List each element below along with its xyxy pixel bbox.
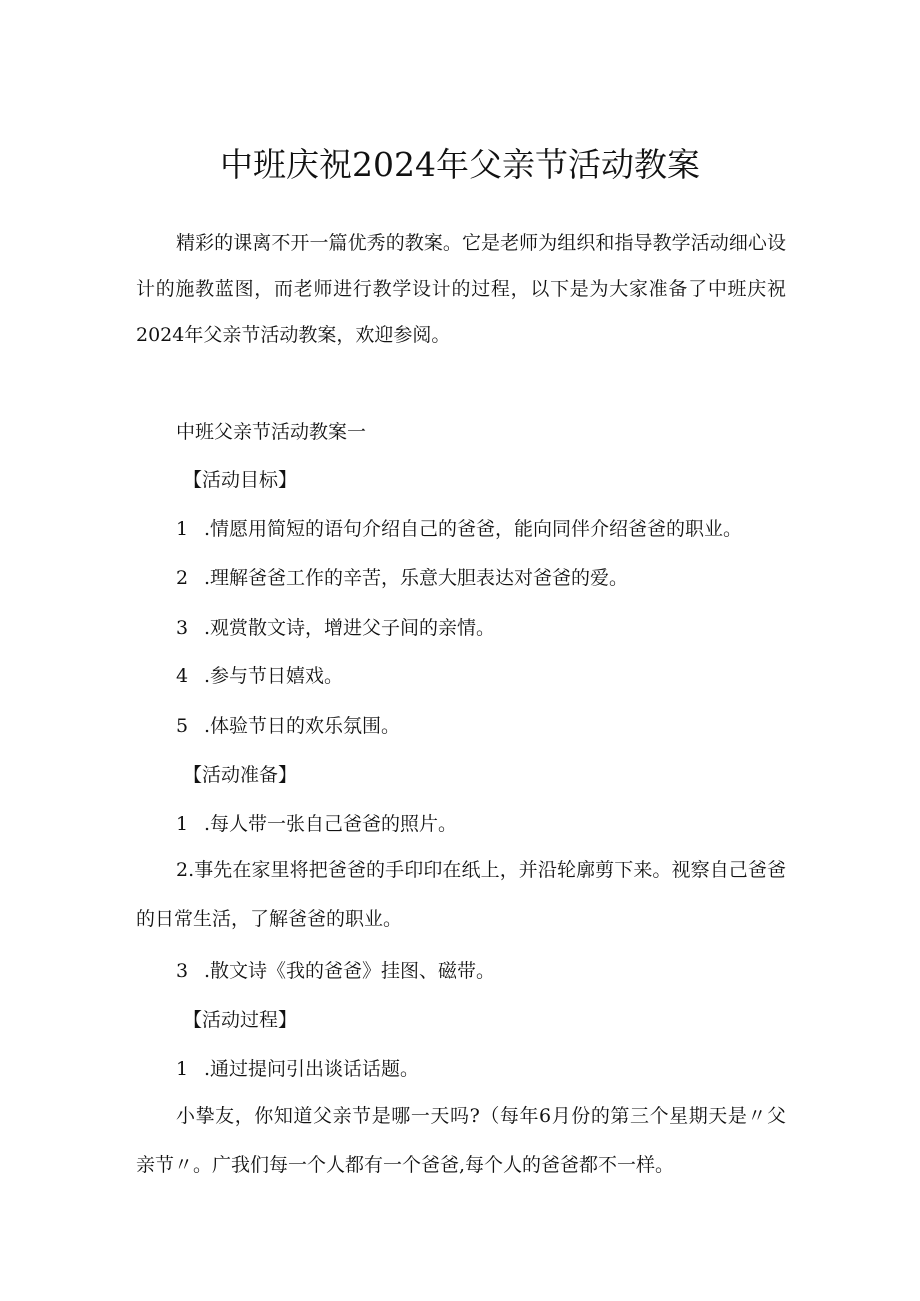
preparation-number: 3 — [176, 960, 189, 982]
process-text: .通过提问引出谈话话题。 — [204, 1058, 420, 1080]
goal-text: .体验节日的欢乐氛围。 — [204, 715, 401, 737]
preparation-text: .散文诗《我的爸爸》挂图、磁带。 — [204, 960, 496, 982]
goal-number: 5 — [176, 715, 189, 737]
goal-number: 1 — [176, 518, 189, 540]
goal-item — [176, 661, 343, 691]
process-item — [176, 1054, 419, 1084]
goal-item — [176, 613, 495, 643]
preparation-text: .每人带一张自己爸爸的照片。 — [204, 813, 458, 835]
goal-text: .参与节日嬉戏。 — [204, 665, 344, 687]
goal-number: 2 — [176, 567, 189, 589]
goal-number: 4 — [176, 665, 189, 687]
intro-paragraph: 精彩的课离不开一篇优秀的教案。它是老师为组织和指导教学活动细心设计的施教蓝图，而老师进行教学设计的过程，以下是为大家准备了中班庆祝2024年父亲节活动教案，欢迎参阅。 — [136, 232, 786, 346]
document-title: 中班庆祝2024年父亲节活动教案 — [220, 145, 700, 184]
process-heading: 【活动过程】 — [183, 1009, 298, 1031]
preparation-item — [176, 956, 495, 986]
process-paragraph: 小挚友，你知道父亲节是哪一天吗?（每年6月份的第三个星期天是〃父亲节〃。广我们每一个人都有一个爸爸,每个人的爸爸都不一样。 — [136, 1105, 786, 1176]
goal-item — [176, 563, 628, 593]
preparation-number: 1 — [176, 813, 189, 835]
goal-item — [176, 514, 742, 544]
preparation-item-paragraph: 2.事先在家里将把爸爸的手印印在纸上，并沿轮廓剪下来。视察自己爸爸的日常生活，了解爸爸的职业。 — [136, 859, 786, 930]
goal-text: .情愿用简短的语句介绍自己的爸爸，能向同伴介绍爸爸的职业。 — [204, 518, 743, 540]
section-title: 中班父亲节活动教案一 — [176, 421, 367, 443]
goal-text: .观赏散文诗，增进父子间的亲情。 — [204, 617, 496, 639]
preparation-item — [176, 809, 457, 839]
goal-number: 3 — [176, 617, 189, 639]
goal-item — [176, 711, 400, 741]
goals-heading: 【活动目标】 — [183, 469, 298, 491]
preparation-heading: 【活动准备】 — [183, 764, 298, 786]
goal-text: .理解爸爸工作的辛苦，乐意大胆表达对爸爸的爱。 — [204, 567, 629, 589]
process-number: 1 — [176, 1058, 189, 1080]
